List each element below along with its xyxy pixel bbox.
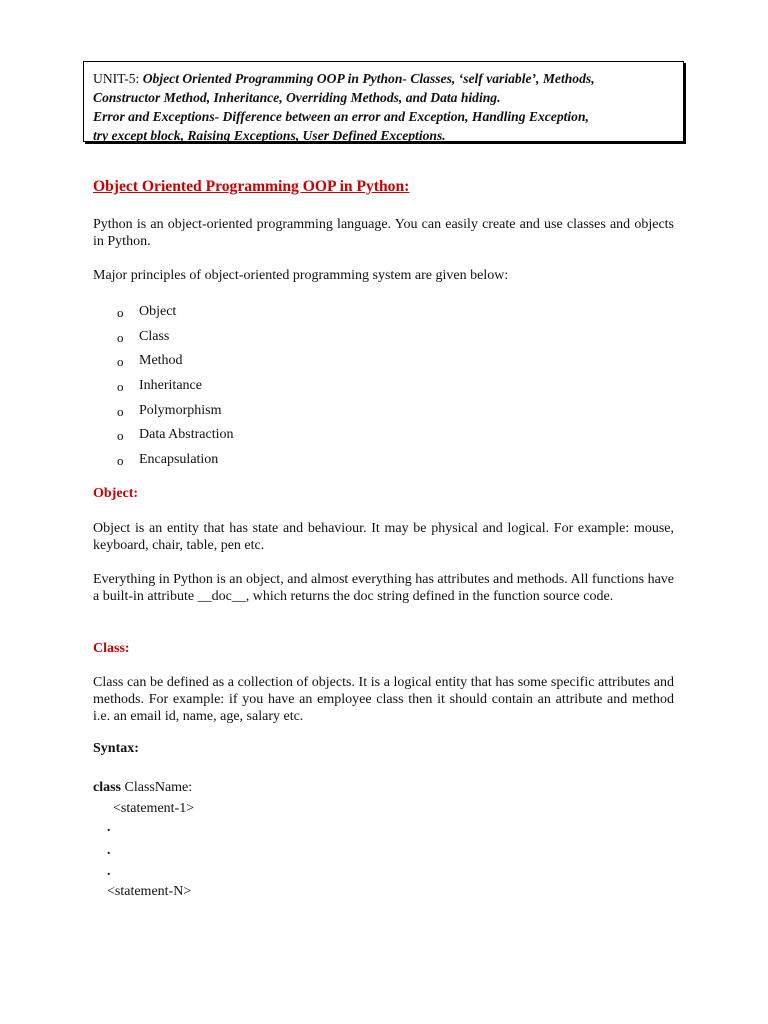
object-paragraph-1: Object is an entity that has state and behaviour. It may be physical and logical. For example: mouse, keyboard, chair, table, pen etc.: [93, 521, 674, 553]
principle-label: Object: [139, 304, 177, 319]
bullet-marker: o: [117, 453, 124, 469]
principle-label: Inheritance: [139, 378, 202, 394]
bullet-marker: o: [117, 379, 124, 395]
principle-label: Polymorphism: [139, 402, 222, 418]
intro-paragraph: Python is an object-oriented programming language. You can easily create and use classes and objects in Python.: [93, 217, 674, 249]
object-paragraph-2: Everything in Python is an object, and almost everything has attributes and methods. All functions have a built-in attribute __doc__, which returns the doc string defined in the function source code.: [93, 572, 674, 604]
unit-header-box: [83, 61, 684, 142]
code-class-name: ClassName:: [121, 780, 193, 795]
unit-label: UNIT-5:: [93, 71, 140, 86]
code-ellipsis-dot-3: .: [107, 864, 111, 879]
class-paragraph: Class can be defined as a collection of objects. It is a logical entity that has some specific attributes and methods. For example: if you have an employee class then it should contain an attribute and method i.e. an email id, name, age, salary etc.: [93, 675, 674, 724]
principle-label: Class: [139, 328, 170, 344]
unit-header-line-3: [93, 107, 674, 126]
unit-header-line-4: [93, 126, 674, 145]
principles-intro: Major principles of object-oriented programming system are given below:: [93, 268, 509, 283]
code-statement-first: <statement-1>: [113, 801, 195, 816]
unit-header-line-1: [93, 69, 674, 88]
section-heading-oop: Object Oriented Programming OOP in Python:: [93, 178, 410, 195]
class-heading: Class:: [93, 641, 130, 656]
syntax-label: Syntax:: [93, 741, 139, 756]
bullet-marker: o: [117, 428, 124, 444]
principle-label: Encapsulation: [139, 452, 219, 468]
object-heading: Object:: [93, 486, 139, 501]
unit-topics-line-3: Error and Exceptions- Difference between an error and Exception, Handling Exception,: [93, 109, 589, 124]
bullet-marker: o: [117, 403, 124, 419]
bullet-marker: o: [117, 305, 124, 320]
principle-label: Method: [139, 353, 183, 369]
principle-label: Data Abstraction: [139, 427, 234, 443]
bullet-marker: o: [117, 354, 124, 370]
code-ellipsis-dot-1: .: [107, 820, 111, 835]
unit-topics-line-1: Object Oriented Programming OOP in Python- Classes, ‘self variable’, Methods,: [142, 71, 595, 86]
unit-header-line-2: [93, 88, 674, 107]
code-class-keyword: class: [93, 780, 121, 795]
unit-topics-line-2: Constructor Method, Inheritance, Overriding Methods, and Data hiding.: [93, 90, 501, 105]
code-class-line: [93, 780, 192, 796]
code-statement-last: <statement-N>: [107, 884, 192, 899]
unit-topics-line-4: try except block, Raising Exceptions, User Defined Exceptions.: [93, 128, 446, 143]
code-ellipsis-dot-2: .: [107, 843, 111, 858]
bullet-marker: o: [117, 329, 124, 345]
